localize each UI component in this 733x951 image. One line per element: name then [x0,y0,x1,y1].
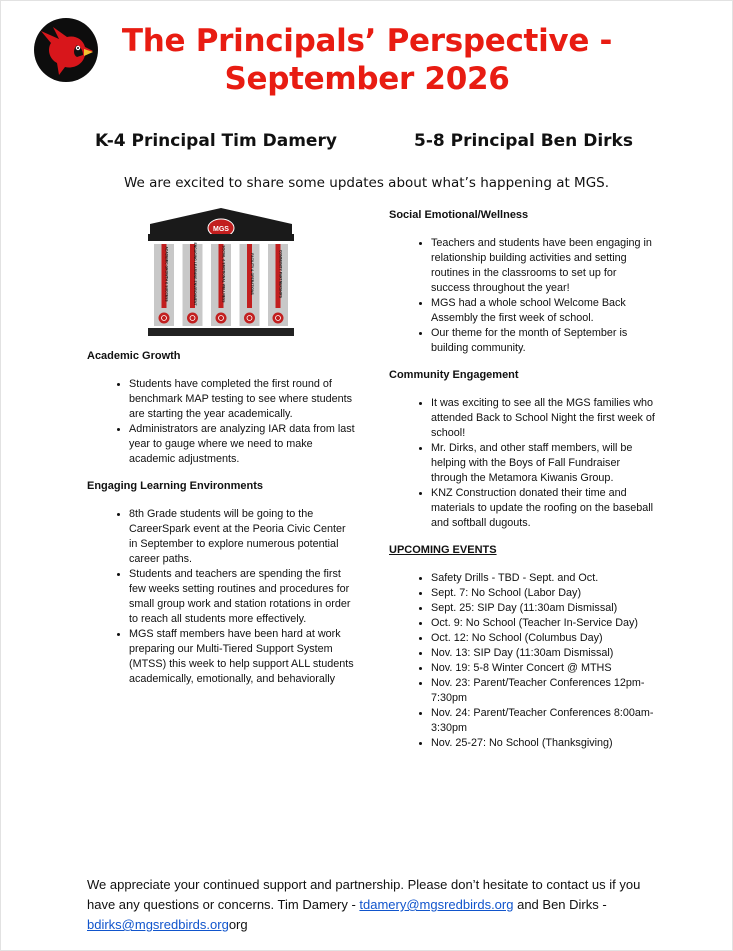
event-item: • Nov. 24: Parent/Teacher Conferences 8:00am-3:30pm [431,706,657,736]
intro-text: We are excited to share some updates about what’s happening at MGS. [123,175,610,191]
list-item: • Mr. Dirks, and other staff members, will be helping with the Boys of Fall Fundraiser through the Metamora Kiwanis Group. [431,441,657,486]
title-line-1: The Principals’ Perspective - [121,23,613,59]
engaging-environments-list [87,507,355,687]
event-item: • Nov. 23: Parent/Teacher Conferences 12pm-7:30pm [431,676,657,706]
event-item: • Sept. 25: SIP Day (11:30am Dismissal) [431,601,657,616]
upcoming-events-heading: UPCOMING EVENTS [389,544,497,556]
event-item: • Sept. 7: No School (Labor Day) [431,586,657,601]
sel-list [389,236,657,356]
list-item: • Our theme for the month of September is building community. [431,326,657,356]
pillar-badge-icon [159,313,170,324]
event-item: • Nov. 13: SIP Day (11:30am Dismissal) [431,646,657,661]
events-list [389,571,657,751]
list-item: • MGS had a whole school Welcome Back Assembly the first week of school. [431,296,657,326]
principal-k4: K-4 Principal Tim Damery [95,131,337,151]
list-item: • KNZ Construction donated their time and materials to update the roofing on the baseball and softball dugouts. [431,486,657,531]
left-column [87,349,355,699]
email-link-dirks[interactable]: bdirks@mgsredbirds.org [87,917,229,932]
event-item: • Safety Drills - TBD - Sept. and Oct. [431,571,657,586]
email-link-damery[interactable]: tdamery@mgsredbirds.org [359,897,514,912]
event-item: • Oct. 12: No School (Columbus Day) [431,631,657,646]
pillar-badge-icon [187,313,198,324]
footer-text-2: and Ben Dirks - [513,897,607,912]
pillar-label: FACILITY & OPERATIONS [250,253,254,295]
sel-heading: Social Emotional/Wellness [389,209,529,221]
community-list [389,396,657,531]
list-item: • Administrators are analyzing IAR data from last year to gauge where we need to make academic adjustments. [129,422,355,467]
list-item: • Students and teachers are spending the first few weeks setting routines and procedures for small group work and station rotations in order to reach all students more effectively. [129,567,355,627]
pillar-group [154,242,288,326]
list-item: • It was exciting to see all the MGS families who attended Back to School Night the first week of school! [431,396,657,441]
footer-message [87,875,667,935]
engaging-environments-heading: Engaging Learning Environments [87,480,264,492]
roof-text: MGS [213,226,229,233]
pillar-label: SOCIAL & EMOTIONAL WELLNESS [221,245,226,303]
title-line-2: September 2026 [224,61,510,97]
pillar-badge-icon [244,313,255,324]
list-item: • Teachers and students have been engaging in relationship building activities and setting routines in the classrooms to set up for success throughout the year! [431,236,657,296]
event-item: • Nov. 19: 5-8 Winter Concert @ MTHS [431,661,657,676]
list-item: • 8th Grade students will be going to the CareerSpark event at the Peoria Civic Center in September to explore numerous potential career paths. [129,507,355,567]
cardinal-logo-icon [33,17,99,83]
academic-growth-heading: Academic Growth [87,350,181,362]
page-title [112,22,622,98]
event-item: • Nov. 25-27: No School (Thanksgiving) [431,736,657,751]
pillar-badge-icon [216,313,227,324]
academic-growth-list [87,377,355,467]
right-column [389,208,657,763]
event-item: • Oct. 9: No School (Teacher In-Service Day) [431,616,657,631]
footer-text-1: We appreciate your continued support and partnership. Please don’t hesitate to contact us if you have any questions or concerns. Tim Damery - [87,877,641,912]
list-item: • Students have completed the first round of benchmark MAP testing to see where students are starting the year academically. [129,377,355,422]
pillar-label: COMMUNITY PARTNERSHIPS [278,249,283,299]
pillar-badge-icon [273,313,284,324]
pillars-graphic [146,206,296,338]
footer-text-3: org [228,917,248,932]
pillar-label: ACADEMIC GROWTH & SUCCESS [164,246,169,302]
community-heading: Community Engagement [389,369,519,381]
principal-5-8: 5-8 Principal Ben Dirks [414,131,633,151]
pillar-label: ENGAGING LEARNING ENVIRONMENT [193,242,197,306]
list-item: • MGS staff members have been hard at work preparing our Multi-Tiered Support System (MTSS) this week to help support ALL students academically, emotionally, and behaviorally [129,627,355,687]
